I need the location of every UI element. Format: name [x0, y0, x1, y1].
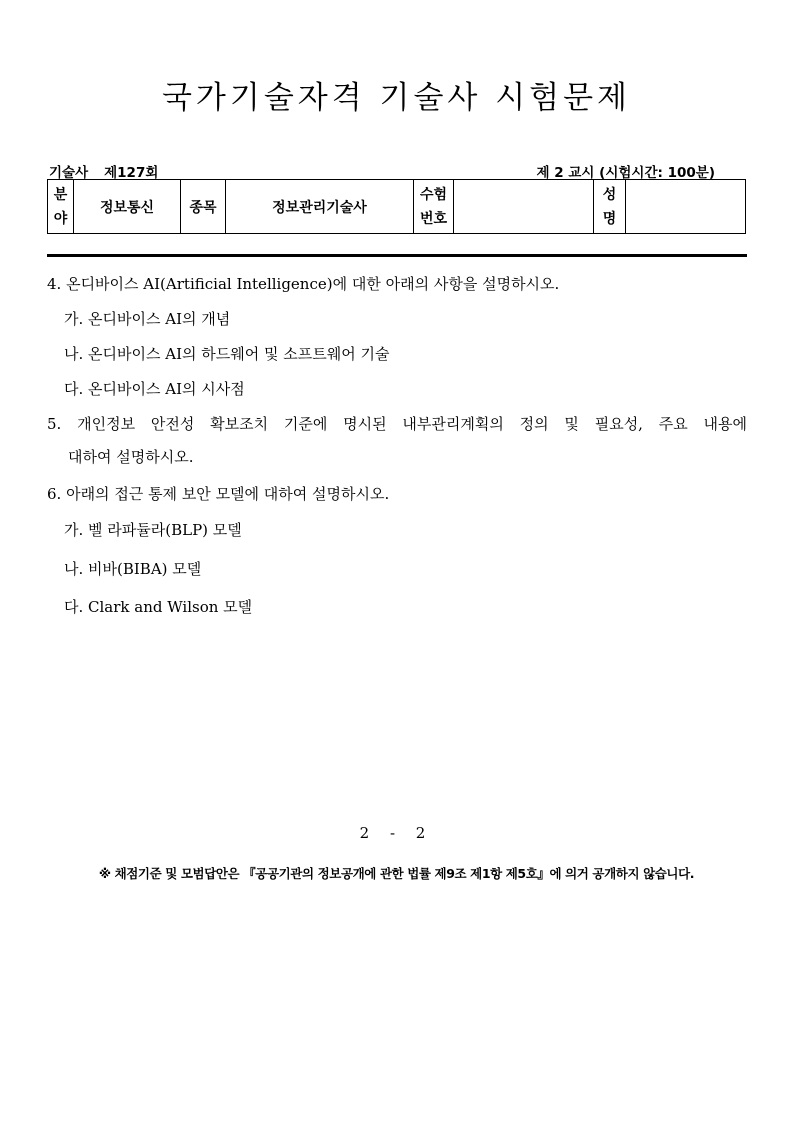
exam-number-label-bottom: 번호: [419, 210, 448, 227]
exam-subheader: [49, 161, 745, 179]
page-number: 2 - 2: [359, 824, 434, 842]
type-value: 정보관리기술사: [226, 180, 414, 234]
header-divider: [47, 254, 747, 257]
exam-number-field[interactable]: [454, 180, 594, 234]
exam-round-number: 제127회: [104, 165, 159, 181]
name-field[interactable]: [626, 180, 746, 234]
exam-category: 기술사: [49, 165, 89, 181]
question-4-item-a: 가. 온디바이스 AI의 개념: [64, 310, 231, 328]
name-label: [594, 180, 626, 234]
question-6-item-a: 가. 벨 라파듈라(BLP) 모델: [64, 521, 242, 539]
question-5-line-1: 5. 개인정보 안전성 확보조치 기준에 명시된 내부관리계획의 정의 및 필요성, 주요 내용에: [47, 415, 747, 433]
question-4-item-c: 다. 온디바이스 AI의 시사점: [64, 380, 245, 398]
question-4: 4. 온디바이스 AI(Artificial Intelligence)에 대한 아래의 사항을 설명하시오.: [47, 275, 560, 293]
exam-number-label-top: 수험: [419, 186, 448, 203]
question-6: 6. 아래의 접근 통제 보안 모델에 대하여 설명하시오.: [47, 485, 390, 503]
field-label-top: 분: [53, 186, 68, 203]
question-6-item-b: 나. 비바(BIBA) 모델: [64, 560, 202, 578]
question-6-item-c: 다. Clark and Wilson 모델: [64, 598, 253, 616]
name-label-top: 성: [602, 186, 617, 203]
field-value: 정보통신: [74, 180, 181, 234]
question-5-line-2: 대하여 설명하시오.: [68, 448, 194, 466]
exam-round: [49, 161, 158, 181]
field-label-bottom: 야: [53, 210, 68, 227]
disclosure-footnote: ※ 채점기준 및 모범답안은 『공공기관의 정보공개에 관한 법률 제9조 제1항 제5호』에 의거 공개하지 않습니다.: [98, 866, 695, 881]
field-label: [48, 180, 74, 234]
candidate-info-table: [47, 179, 746, 234]
type-label: 종목: [181, 180, 226, 234]
exam-number-label: [414, 180, 454, 234]
name-label-bottom: 명: [602, 210, 617, 227]
exam-session-time: 제 2 교시 (시험시간: 100분): [536, 165, 715, 181]
exam-title: 국가기술자격 기술사 시험문제: [161, 80, 631, 116]
question-4-item-b: 나. 온디바이스 AI의 하드웨어 및 소프트웨어 기술: [64, 345, 390, 363]
